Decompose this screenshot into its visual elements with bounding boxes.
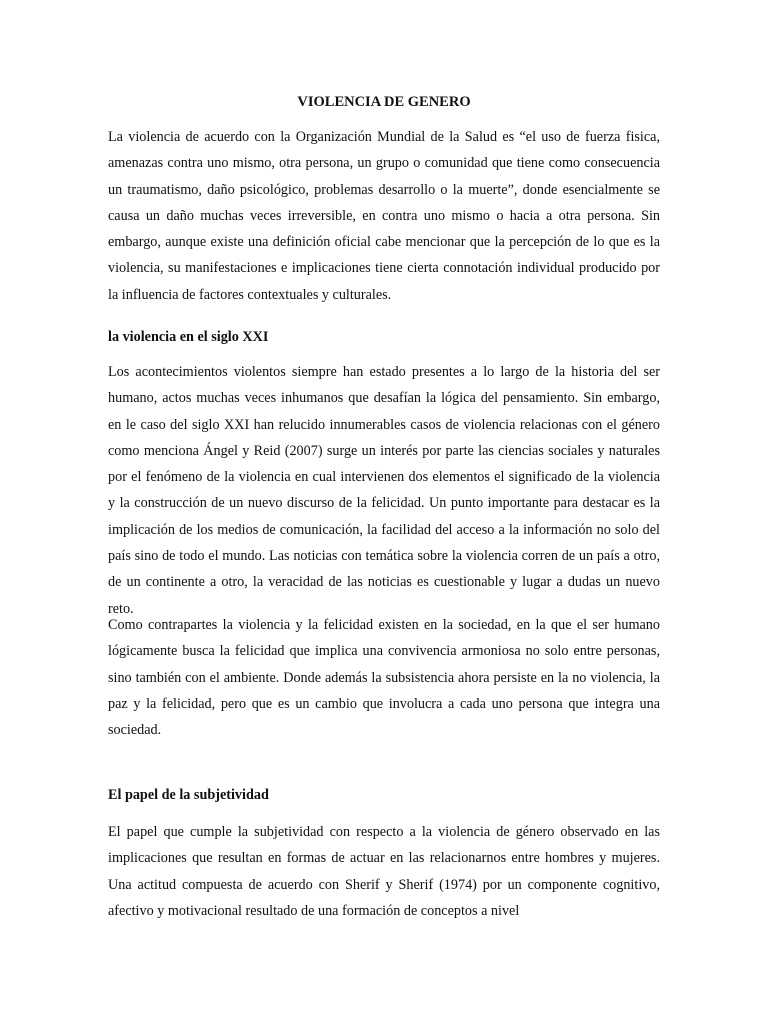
paragraph-contrapartes: Como contrapartes la violencia y la felicidad existen en la sociedad, en la que el ser humano lógicamente busca la felicidad que implica una convivencia armoniosa no solo entre personas, sino también con el ambiente. Donde además la subsistencia ahora persiste en la no violencia, la paz y la felicidad, pero que es un cambio que involucra a cada uno persona que integra una sociedad. (108, 617, 660, 739)
paragraph-intro: La violencia de acuerdo con la Organización Mundial de la Salud es “el uso de fuerza fisica, amenazas contra uno mismo, otra persona, un grupo o comunidad que tiene como consecuencia un traumatismo, daño psicológico, problemas desarrollo o la muerte”, donde esencialmente se causa un daño muchas veces irreversible, en contra uno mismo o hacia a otra persona. Sin embargo, aunque existe una definición oficial cabe mencionar que la percepción de lo que es la violencia, su manifestaciones e implicaciones tiene cierta connotación individual producido por la influencia de factores contextuales y culturales. (108, 129, 660, 303)
paragraph-siglo-xxi: Los acontecimientos violentos siempre han estado presentes a lo largo de la historia del ser humano, actos muchas veces inhumanos que desafían la lógica del pensamiento. Sin embargo, en le caso del siglo XXI han relucido innumerables casos de violencia relacionas con el género como menciona Ángel y Reid (2007) surge un interés por parte las ciencias sociales y naturales por el fenómeno de la violencia en cual intervienen dos elementos el significado de la violencia y la construcción de un nuevo discurso de la felicidad. Un punto importante para destacar es la implicación de los medios de comunicación, la facilidad del acceso a la información no solo del país sino de todo el mundo. Las noticias con temática sobre la violencia corren de un país a otro, de un continente a otro, la veracidad de las noticias es cuestionable y lugar a dudas un nuevo reto. (108, 364, 660, 617)
section-heading-siglo-xxi: la violencia en el siglo XXI (108, 329, 269, 345)
paragraph-subjetividad: El papel que cumple la subjetividad con respecto a la violencia de género observado en las implicaciones que resultan en formas de actuar en las relacionarnos entre hombres y mujeres. Una actitud compuesta de acuerdo con Sherif y Sherif (1974) por un componente cognitivo, afectivo y motivacional resultado de una formación de conceptos a nivel (108, 824, 660, 919)
document-title: VIOLENCIA DE GENERO (297, 94, 471, 110)
section-heading-subjetividad: El papel de la subjetividad (108, 787, 269, 803)
